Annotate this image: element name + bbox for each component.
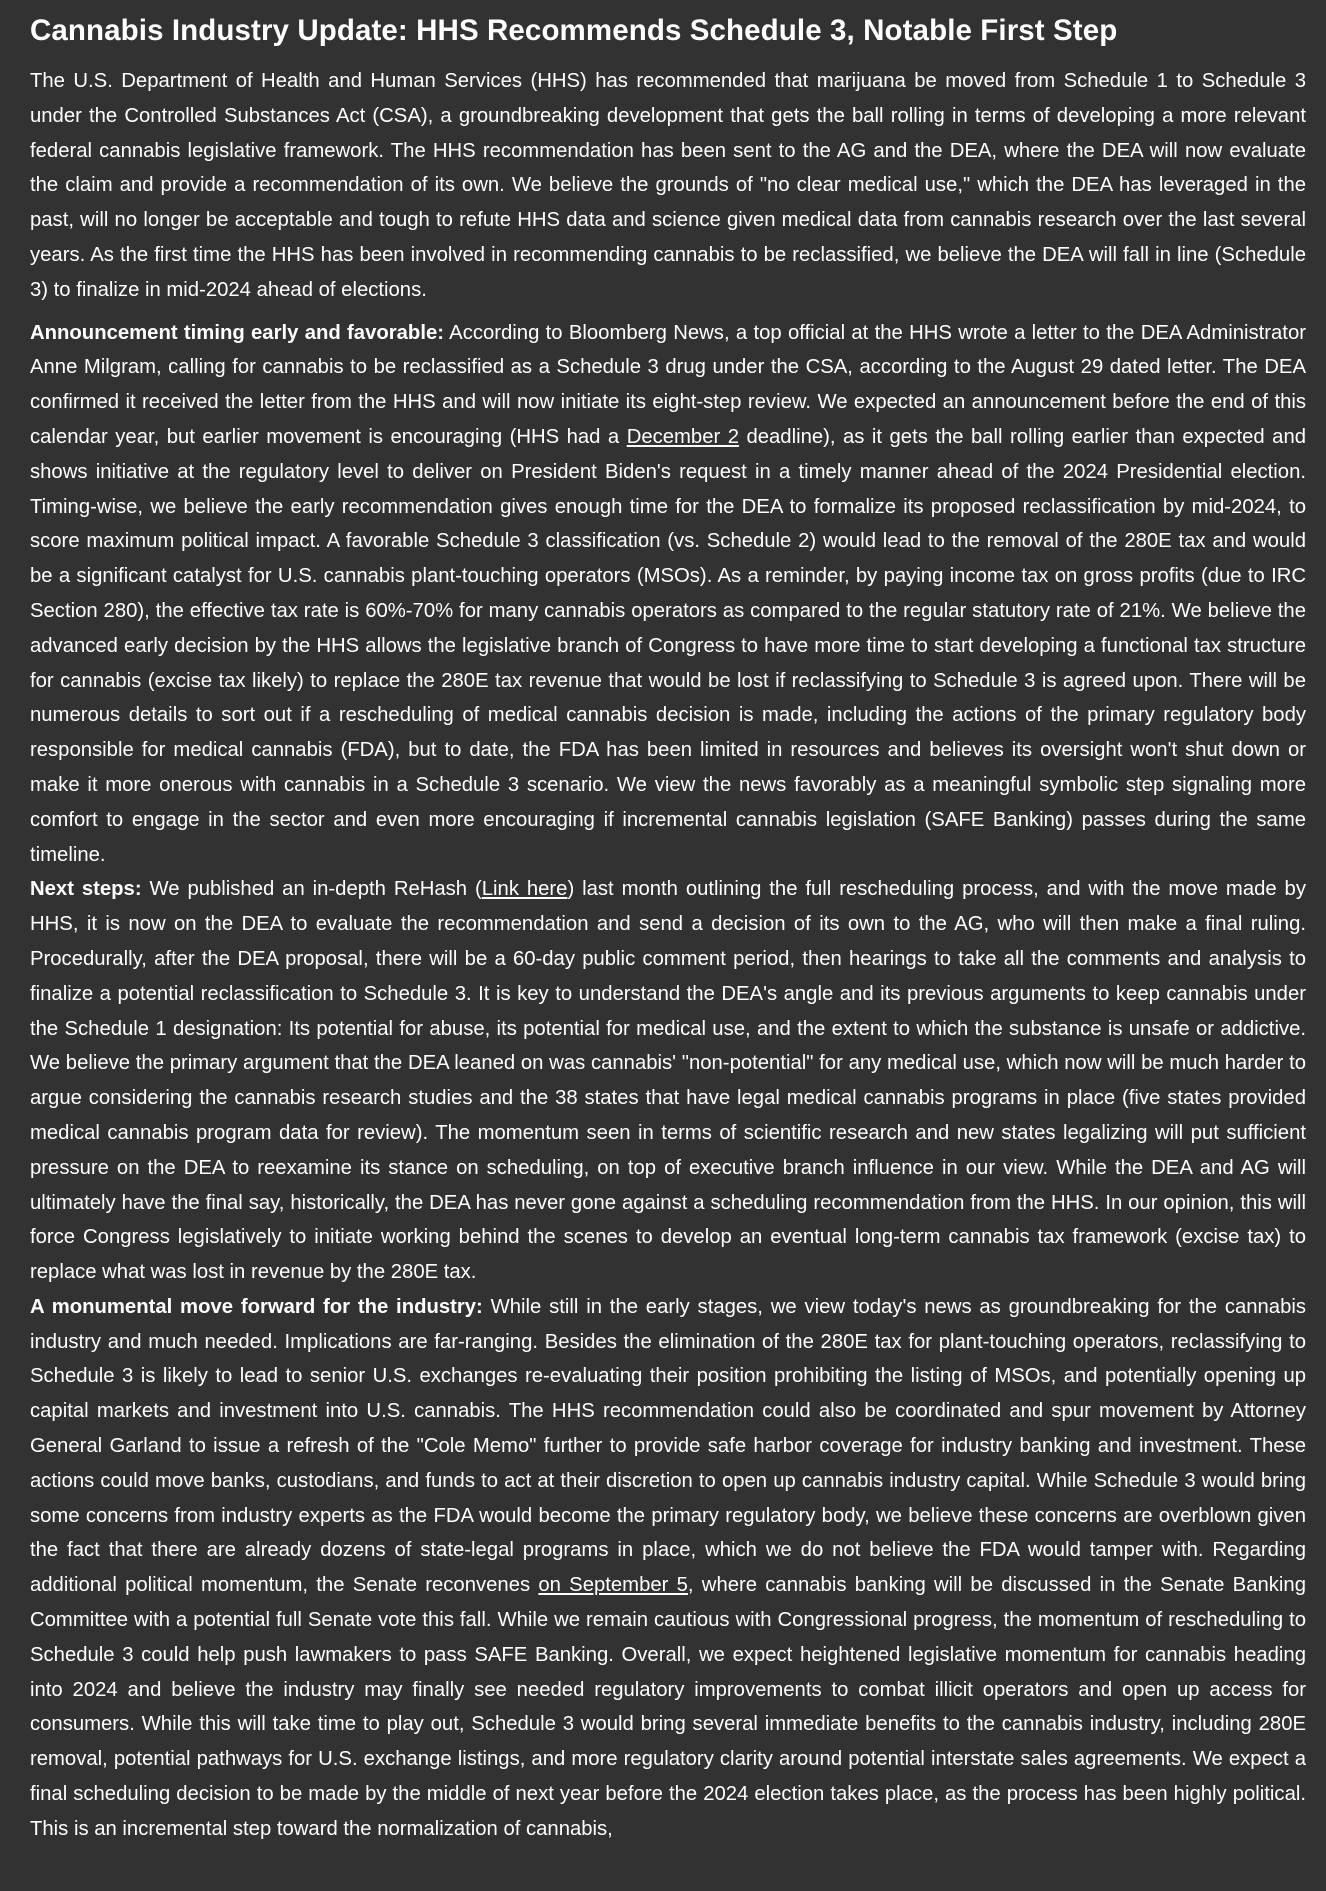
next-steps-paragraph [30, 872, 1306, 1290]
monumental-move-text-part2: , where cannabis banking will be discussed in the Senate Banking Committee with a potential full Senate vote this fall. While we remain cautious with Congressional progress, the momentum of rescheduling to Schedule 3 could help push lawmakers to pass SAFE Banking. Overall, we expect heightened legislative momentum for cannabis heading into 2024 and believe the industry may finally see needed regulatory improvements to combat illicit operators and open up access for consumers. While this will take time to play out, Schedule 3 would bring several immediate benefits to the cannabis industry, including 280E removal, potential pathways for U.S. exchange listings, and more regulatory clarity around potential interstate sales agreements. We expect a final scheduling decision to be made by the middle of next year before the 2024 election takes place, as the process has been highly political. This is an incremental step toward the normalization of cannabis, [30, 1574, 1306, 1840]
monumental-move-paragraph [30, 1290, 1306, 1847]
timing-paragraph [30, 316, 1306, 873]
timing-text-part1: According to Bloomberg News, a top official at the HHS wrote a letter to the DEA Administrator Anne Milgram, calling for cannabis to be reclassified as a Schedule 3 drug under the CSA, according to the August 29 dated letter. The DEA confirmed it received the letter from the HHS and will now initiate its eight-step review. We expected an announcement before the end of this calendar year, but earlier movement is encouraging (HHS had a [30, 321, 1306, 448]
next-steps-text-part1: We published an in-depth ReHash ( [141, 878, 482, 901]
december-2-link[interactable]: December 2 [626, 425, 739, 448]
rehash-link[interactable]: Link here [481, 878, 568, 901]
page-title: Cannabis Industry Update: HHS Recommends Schedule 3, Notable First Step [30, 14, 1118, 47]
monumental-move-heading: A monumental move forward for the industry: [30, 1295, 483, 1318]
intro-paragraph [30, 64, 1306, 308]
next-steps-text-part2: ) last month outlining the full rescheduling process, and with the move made by HHS, it is now on the DEA to evaluate the recommendation and send a decision of its own to the AG, who will then make a final ruling. Procedurally, after the DEA proposal, there will be a 60-day public comment period, then hearings to take all the comments and analysis to finalize a potential reclassification to Schedule 3. It is key to understand the DEA's angle and its previous arguments to keep cannabis under the Schedule 1 designation: Its potential for abuse, its potential for medical use, and the extent to which the substance is unsafe or addictive. We believe the primary argument that the DEA leaned on was cannabis' "non-potential" for any medical use, which now will be much harder to argue considering the cannabis research studies and the 38 states that have legal medical cannabis programs in place (five states provided medical cannabis program data for review). The momentum seen in terms of scientific research and new states legalizing will put sufficient pressure on the DEA to reexamine its stance on scheduling, on top of executive branch influence in our view. While the DEA and AG will ultimately have the final say, historically, the DEA has never gone against a scheduling recommendation from the HHS. In our opinion, this will force Congress legislatively to initiate working behind the scenes to develop an eventual long-term cannabis tax framework (excise tax) to replace what was lost in revenue by the 280E tax. [30, 878, 1306, 1284]
next-steps-heading: Next steps: [30, 878, 142, 901]
september-5-link[interactable]: on September 5 [538, 1574, 688, 1597]
timing-text-part2: deadline), as it gets the ball rolling earlier than expected and shows initiative at the regulatory level to deliver on President Biden's request in a timely manner ahead of the 2024 Presidential election. Timing-wise, we believe the early recommendation gives enough time for the DEA to formalize its proposed reclassification by mid-2024, to score maximum political impact. A favorable Schedule 3 classification (vs. Schedule 2) would lead to the removal of the 280E tax and would be a significant catalyst for U.S. cannabis plant-touching operators (MSOs). As a reminder, by paying income tax on gross profits (due to IRC Section 280), the effective tax rate is 60%-70% for many cannabis operators as compared to the regular statutory rate of 21%. We believe the advanced early decision by the HHS allows the legislative branch of Congress to have more time to start developing a functional tax structure for cannabis (excise tax likely) to replace the 280E tax revenue that would be lost if reclassifying to Schedule 3 is agreed upon. There will be numerous details to sort out if a rescheduling of medical cannabis decision is made, including the actions of the primary regulatory body responsible for medical cannabis (FDA), but to date, the FDA has been limited in resources and believes its oversight won't shut down or make it more onerous with cannabis in a Schedule 3 scenario. We view the news favorably as a meaningful symbolic step signaling more comfort to engage in the sector and even more encouraging if incremental cannabis legislation (SAFE Banking) passes during the same timeline. [30, 425, 1307, 866]
timing-heading: Announcement timing early and favorable: [30, 321, 444, 344]
monumental-move-text-part1: While still in the early stages, we view today's news as groundbreaking for the cannabis industry and much needed. Implications are far-ranging. Besides the elimination of the 280E tax for plant-touching operators, reclassifying to Schedule 3 is likely to lead to senior U.S. exchanges re-evaluating their position prohibiting the listing of MSOs, and potentially opening up capital markets and investment into U.S. cannabis. The HHS recommendation could also be coordinated and spur movement by Attorney General Garland to issue a refresh of the "Cole Memo" further to provide safe harbor coverage for industry banking and investment. These actions could move banks, custodians, and funds to act at their discretion to open up cannabis industry capital. While Schedule 3 would bring some concerns from industry experts as the FDA would become the primary regulatory body, we believe these concerns are overblown given the fact that there are already dozens of state-legal programs in place, which we do not believe the FDA would tamper with. Regarding additional political momentum, the Senate reconvenes [30, 1295, 1307, 1597]
intro-text: The U.S. Department of Health and Human Services (HHS) has recommended that marijuana be moved from Schedule 1 to Schedule 3 under the Controlled Substances Act (CSA), a groundbreaking development that gets the ball rolling in terms of developing a more relevant federal cannabis legislative framework. The HHS recommendation has been sent to the AG and the DEA, where the DEA will now evaluate the claim and provide a recommendation of its own. We believe the grounds of "no clear medical use," which the DEA has leveraged in the past, will no longer be acceptable and tough to refute HHS data and science given medical data from cannabis research over the last several years. As the first time the HHS has been involved in recommending cannabis to be reclassified, we believe the DEA will fall in line (Schedule 3) to finalize in mid-2024 ahead of elections. [30, 70, 1306, 301]
